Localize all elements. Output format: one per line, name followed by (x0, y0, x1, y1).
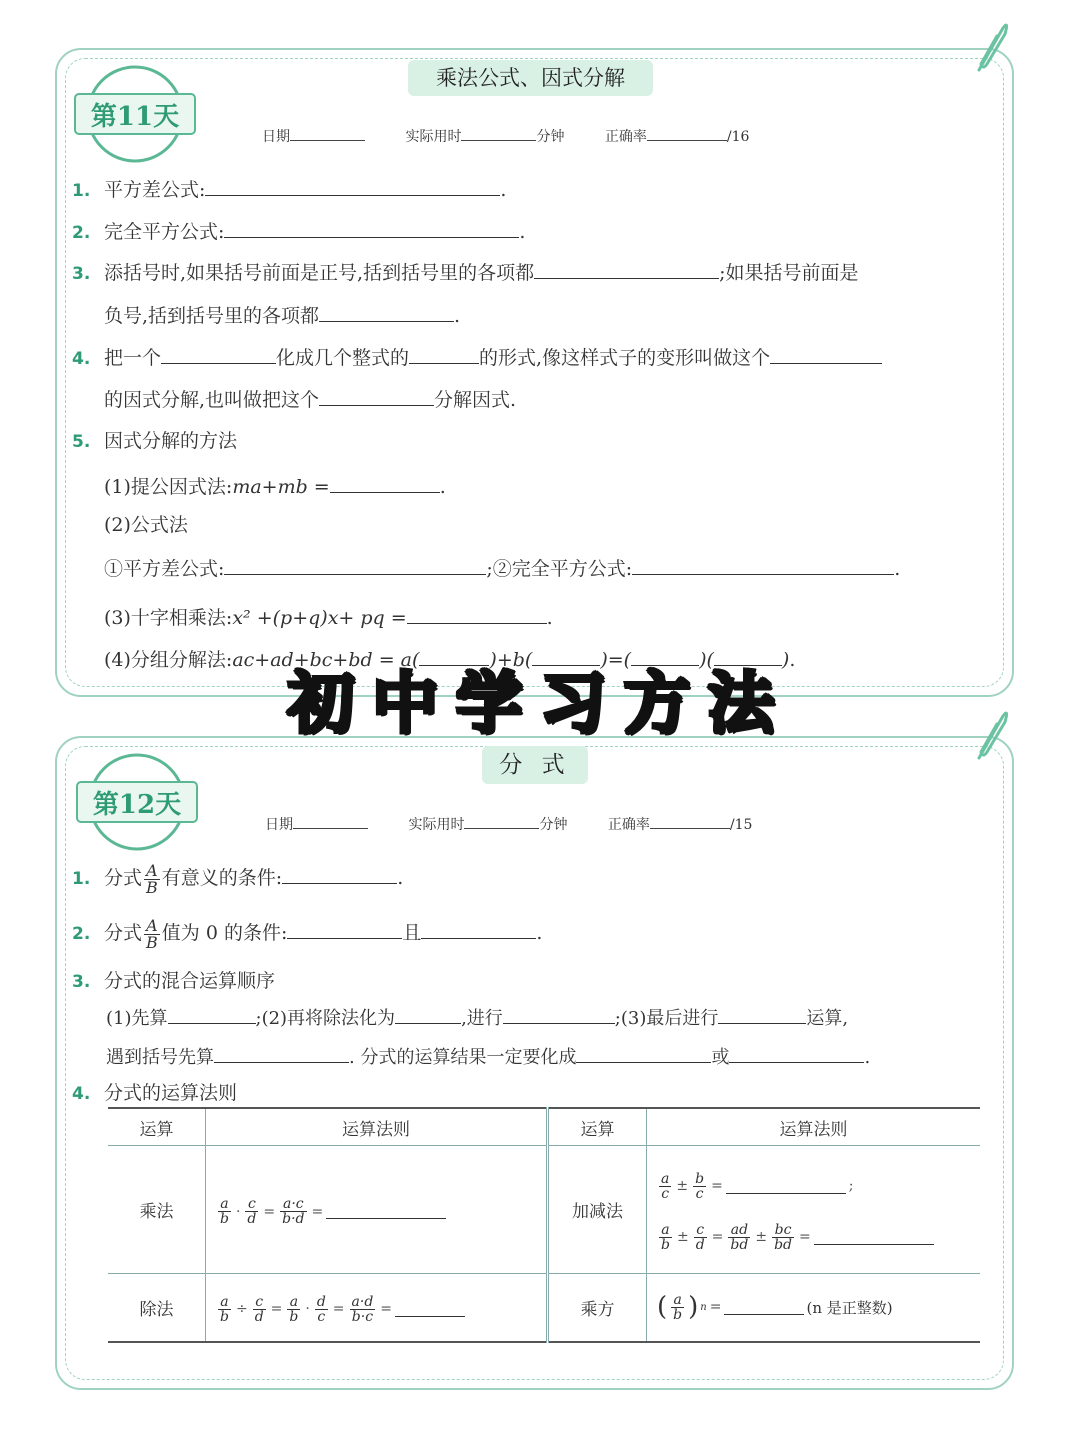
day12-meta (265, 814, 752, 834)
day12-title: 分 式 (482, 746, 588, 784)
paperclip-icon (965, 18, 1015, 78)
q-number: 3. (72, 972, 91, 992)
answer-blank[interactable] (168, 1003, 256, 1024)
total-label: /15 (729, 817, 753, 833)
time-label: 实际用时 (405, 129, 462, 145)
q-number: 2. (72, 223, 91, 243)
answer-blank[interactable] (534, 258, 719, 279)
answer-blank[interactable] (282, 863, 397, 884)
q-end: . (519, 221, 526, 243)
d11-q2 (72, 217, 525, 246)
time-blank[interactable] (464, 816, 539, 829)
answer-blank[interactable] (409, 343, 479, 364)
d12-q2 (72, 913, 542, 954)
d11-q3-cont (104, 301, 460, 329)
answer-blank[interactable] (718, 1003, 806, 1024)
q-end: . (546, 607, 553, 629)
d12-q1 (72, 858, 403, 899)
answer-blank[interactable] (770, 343, 882, 364)
q-number: 4. (72, 349, 91, 369)
d11-q4-cont (104, 385, 516, 413)
q-text: 分式的混合运算顺序 (104, 970, 276, 992)
day12-badge-label: 第12天 (92, 790, 182, 820)
q-text: ;②完全平方公式: (486, 558, 633, 580)
answer-blank[interactable] (632, 554, 894, 575)
date-label: 日期 (265, 817, 293, 833)
fraction (144, 915, 160, 952)
frac-num: A (146, 915, 158, 935)
q-number: 1. (72, 181, 91, 201)
q-text: (4)分组分解法: (104, 649, 233, 671)
q-text: (2)公式法 (104, 514, 188, 536)
q-text: 运算, (806, 1008, 849, 1029)
q-text: 的因式分解,也叫做把这个 (104, 389, 320, 411)
answer-blank[interactable] (503, 1003, 615, 1024)
d12-q3 (72, 968, 275, 995)
q-end: . (397, 867, 404, 889)
d11-q5 (72, 428, 237, 455)
answer-blank[interactable] (287, 918, 402, 939)
answer-blank[interactable] (724, 1300, 804, 1315)
answer-blank[interactable] (576, 1042, 711, 1063)
table-row (108, 1274, 980, 1342)
time-label: 实际用时 (408, 817, 465, 833)
q-text: (3)十字相乘法: (104, 607, 233, 629)
q-text: 分式 (104, 867, 143, 889)
fraction (144, 860, 160, 897)
q-end: . (789, 649, 796, 671)
minutes-label: 分钟 (539, 817, 568, 833)
answer-blank[interactable] (726, 1179, 846, 1194)
q-text: (1)提公因式法: (104, 476, 233, 498)
op-div: 除法 (108, 1274, 206, 1342)
answer-blank[interactable] (205, 175, 500, 196)
q-text: ,进行 (461, 1008, 503, 1029)
q-text: 负号,括到括号里的各项都 (104, 305, 320, 327)
answer-blank[interactable] (407, 603, 547, 624)
d12-q3-l1 (106, 1003, 848, 1032)
accuracy-label: 正确率 (607, 817, 650, 833)
q-number: 1. (72, 869, 91, 889)
day11-dashed-border (65, 58, 1004, 687)
formula: )( (699, 649, 714, 671)
pow-note: (n 是正整数) (806, 1298, 893, 1317)
rule-pow: ( $\frac{a}{b}$ ) n = (n 是正整数) (647, 1274, 981, 1342)
q-end: . (894, 558, 901, 580)
q-text: . 分式的运算结果一定要化成 (349, 1047, 577, 1068)
d12-q3-l2 (106, 1042, 870, 1071)
q-end: . (864, 1047, 871, 1068)
rule-mul: $\frac{a}{b}$ · $\frac{c}{d}$ = $\frac{a\cdot c}{b\cdot d}$ = (206, 1146, 548, 1274)
q-text: ;如果括号前面是 (719, 262, 859, 284)
q-text: 遇到括号先算 (106, 1047, 214, 1068)
q-text: 化成几个整式的 (276, 347, 410, 369)
q-text: ①平方差公式: (104, 558, 225, 580)
date-label: 日期 (262, 129, 290, 145)
d11-m2a (104, 554, 900, 582)
formula: ac+ad+bc+bd = a( (232, 649, 420, 671)
time-blank[interactable] (461, 128, 536, 141)
d12-q4 (72, 1080, 237, 1107)
accuracy-label: 正确率 (604, 129, 647, 145)
q-text: 且 (402, 922, 422, 944)
formula: x² +(p+q)x+ pq = (232, 607, 407, 629)
answer-blank[interactable] (161, 343, 276, 364)
answer-blank[interactable] (814, 1230, 934, 1245)
q-text: 值为 0 的条件: (161, 922, 288, 944)
header-op2: 运算 (548, 1108, 647, 1146)
answer-blank[interactable] (395, 1302, 465, 1317)
answer-blank[interactable] (319, 385, 434, 406)
formula: )=( (600, 649, 632, 671)
minutes-label: 分钟 (536, 129, 565, 145)
d11-m1 (104, 472, 446, 500)
rule-addsub: $\frac{a}{c}$ ± $\frac{b}{c}$ = ; $\frac{a}{b}$ ± $\frac{c}{d}$ = $\frac{ad}{bd}$ ± $\frac{bc}{bd}$ = (647, 1146, 981, 1274)
answer-blank[interactable] (330, 472, 440, 493)
q-end: . (536, 922, 543, 944)
overlay-title: 初中学习方法 (288, 665, 792, 742)
formula: ma+mb = (232, 476, 330, 498)
q-text: 或 (711, 1047, 730, 1068)
rules-table (108, 1107, 980, 1343)
q-end: . (500, 179, 507, 201)
accuracy-blank[interactable] (650, 816, 730, 829)
answer-blank[interactable] (319, 301, 454, 322)
day11-badge-label: 第11天 (90, 102, 180, 132)
accuracy-blank[interactable] (647, 128, 727, 141)
q-text: 分式的运算法则 (104, 1082, 238, 1104)
q-text: 有意义的条件: (161, 867, 283, 889)
day11-meta (262, 126, 749, 146)
op-addsub: 加减法 (548, 1146, 647, 1274)
d11-q4 (72, 343, 882, 372)
frac-den: B (146, 877, 158, 897)
answer-blank[interactable] (395, 1003, 461, 1024)
total-label: /16 (726, 129, 750, 145)
d11-m3 (104, 603, 553, 631)
date-blank[interactable] (293, 816, 368, 829)
header-op: 运算 (108, 1108, 206, 1146)
q-text: ;(2)再将除法化为 (255, 1008, 396, 1029)
day11-title: 乘法公式、因式分解 (408, 60, 653, 96)
q-text: 的形式,像这样式子的变形叫做这个 (479, 347, 771, 369)
answer-blank[interactable] (421, 918, 536, 939)
header-rule2: 运算法则 (647, 1108, 981, 1146)
op-pow: 乘方 (548, 1274, 647, 1342)
q-text: 添括号时,如果括号前面是正号,括到括号里的各项都 (104, 262, 535, 284)
header-rule: 运算法则 (206, 1108, 548, 1146)
answer-blank[interactable] (729, 1042, 864, 1063)
d11-m2 (104, 512, 188, 538)
rule-div: $\frac{a}{b}$ ÷ $\frac{c}{d}$ = $\frac{a}{b}$ · $\frac{d}{c}$ = $\frac{a\cdot d}{b\cdot c}$ = (206, 1274, 548, 1342)
q-text: (1)先算 (106, 1008, 168, 1029)
frac-num: A (146, 860, 158, 880)
q-text: 分式 (104, 922, 143, 944)
q-number: 4. (72, 1084, 91, 1104)
q-number: 5. (72, 432, 91, 452)
formula: ) (781, 649, 790, 671)
q-end: . (454, 305, 461, 327)
answer-blank[interactable] (224, 217, 519, 238)
q-end: . (439, 476, 446, 498)
answer-blank[interactable] (224, 554, 486, 575)
table-header-row (108, 1108, 980, 1146)
q-text: 完全平方公式: (104, 221, 225, 243)
frac-den: B (146, 932, 158, 952)
d11-q3 (72, 258, 859, 287)
q-text: 因式分解的方法 (104, 430, 238, 452)
q-number: 3. (72, 264, 91, 284)
date-blank[interactable] (290, 128, 365, 141)
d11-q1 (72, 175, 506, 204)
q-number: 2. (72, 924, 91, 944)
table-row (108, 1146, 980, 1274)
q-text: 平方差公式: (104, 179, 206, 201)
q-text: ;(3)最后进行 (614, 1008, 719, 1029)
formula: )+b( (489, 649, 533, 671)
q-text: 把一个 (104, 347, 162, 369)
answer-blank[interactable] (326, 1204, 446, 1219)
op-mul: 乘法 (108, 1146, 206, 1274)
q-text: 分解因式. (434, 389, 517, 411)
answer-blank[interactable] (214, 1042, 349, 1063)
